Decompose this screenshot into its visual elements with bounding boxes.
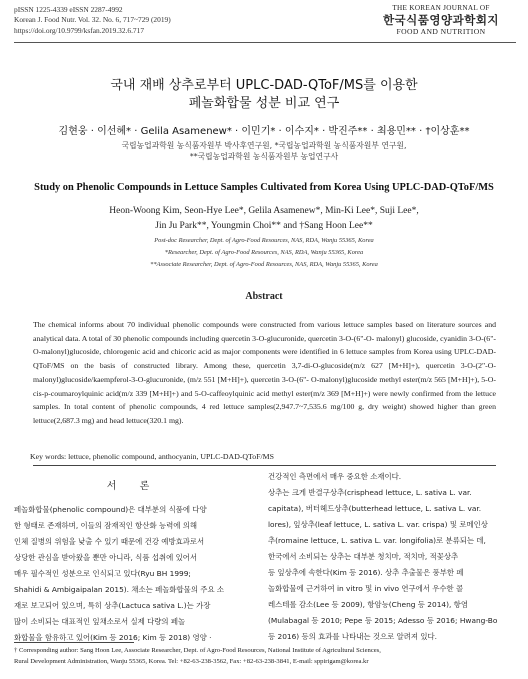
intro-right-line: (Mulabagal 등 2010; Pepe 등 2015; Adesso 등 2016; Hwang-Bo xyxy=(268,616,498,625)
intro-right-line: 한국에서 소비되는 상추는 대부분 청치마, 적치마, 적꽃상추 xyxy=(268,552,459,561)
intro-right-line: capitata), 버터헤드상추(butterhead lettuce, L. sativa L. var. xyxy=(268,504,482,513)
header-rule xyxy=(14,42,516,43)
intro-left-line: 매우 필수적인 성분으로 인식되고 있다(Ryu BH 1999; xyxy=(14,569,191,578)
intro-left-line: 재로 보고되어 있으며, 특히 상추(Lactuca sativa L.)는 가장 xyxy=(14,601,211,610)
intro-right-line: 레스테롤 감소(Lee 등 2009), 항암능(Cheng 등 2014), 항염 xyxy=(268,600,468,609)
journal-name-en-bottom: FOOD AND NUTRITION xyxy=(396,27,486,36)
header-info xyxy=(14,5,171,36)
journal-name-en-top: THE KOREAN JOURNAL OF xyxy=(392,4,490,12)
intro-heading: 서 론 xyxy=(106,481,160,492)
abstract-heading: Abstract xyxy=(245,291,283,302)
intro-left-line: Shahidi & Ambigaipalan 2015). 채소는 페놀화합물의 주요 소 xyxy=(14,585,225,594)
affiliation-ko-line2: **국립농업과학원 농식품자원부 농업연구사 xyxy=(189,152,339,161)
affiliation-en-3: **Associate Researcher, Dept. of Agro-Food Resources, NAS, RDA, Wanju 55365, Korea xyxy=(150,261,378,269)
title-korean-line1: 국내 재배 상추로부터 UPLC-DAD-QToF/MS를 이용한 xyxy=(110,78,418,93)
title-korean-line2: 페놀화합물 성분 비교 연구 xyxy=(188,96,340,111)
citation-text: Korean J. Food Nutr. Vol. 32. No. 6, 717~729 (2019) xyxy=(14,15,171,25)
affiliations-english xyxy=(0,235,528,272)
intro-left-line: 상당한 관심을 받아왔을 뿐만 아니라, 식품 섭취에 있어서 xyxy=(14,553,198,562)
authors-korean: 김현웅 · 이선혜* · Gelila Asamenew* · 이민기* · 이수지* · 박진주** · 최용민** · †이상훈** xyxy=(58,126,470,137)
footnote-line1: † Corresponding author: Sang Hoon Lee, Associate Researcher, Dept. of Agro-Food Resources, National Institute of Agricultural Sciences, xyxy=(14,647,381,654)
corresponding-author-footnote xyxy=(14,645,516,667)
intro-right-line: 추(romaine lettuce, L. sativa L. var. longifolia)로 분류되는 데, xyxy=(268,536,486,545)
affiliation-en-2: *Researcher, Dept. of Agro-Food Resources, NAS, RDA, Wanju 55365, Korea xyxy=(164,249,364,257)
intro-right-line: 건강적인 측면에서 매우 중요한 소재이다. xyxy=(268,472,402,481)
abstract-text: The chemical informs about 70 individual phenolic compounds were constructed from various lettuce samples based on literature sources and analytical data. A total of 30 phenolic compounds including quercetin 3-O-glucuronide, quercetin 3-O-(6"-O- malonyl) glucoside, cyanidin 3-O-(6"-O-malonyl)glucoside, chlorogenic acid and chicoric acid as major components were identified in 6 lettuce samples from Korea using UPLC-DAD-QToF/MS on the basis of constructed library. Among these, quercetin 3,7-di-O-glucoside(m/z 627 [M+H]+), quercetin 3-O-(2"-O-malonyl)glucoside/kaempferol-3-O-glucuronide, (m/z 551 [M+H]+), quercetin 3-O-(6"- O-malonyl)glucoside methyl ester(m/z 565 [M+H]+), 5-O-cis-p-coumaroylquinic acid(m/z 339 [M+H]+) and 5-O-caffeoylquinic acid methyl ester(m/z 369 [M+H]+) were newly confirmed from the lettuce samples. In total content of phenolic compounds, 4 red lettuce samples(2,947.7~7,535.6 mg/100 g, dry weight) showed higher than green lettuce(2,687.3 mg) and head lettuce(320.1 mg). xyxy=(33,320,496,425)
title-korean xyxy=(0,77,528,113)
intro-left-line: 페놀화합물(phenolic compound)은 대부분의 식품에 다양 xyxy=(14,505,207,514)
title-english: Study on Phenolic Compounds in Lettuce Samples Cultivated from Korea Using UPLC-DAD-QToF/MS xyxy=(34,182,494,193)
intro-right-line: 등 2016) 등의 효과를 나타내는 것으로 알려져 있다. xyxy=(268,632,437,641)
intro-left-line: 한 형태로 존재하며, 이들의 잠재적인 항산화 능력에 의해 xyxy=(14,521,198,530)
intro-right-line: 놀화합물에 근거하여 in vitro 및 in vivo 연구에서 우수한 콜 xyxy=(268,584,464,593)
affiliation-ko-line1: 국립농업과학원 농식품자원부 박사후연구원, *국립농업과학원 농식품자원부 연구원, xyxy=(121,141,407,150)
intro-column-left xyxy=(14,502,252,646)
intro-left-line: 인체 질병의 위험을 낮출 수 있기 때문에 건강 예방효과로서 xyxy=(14,537,205,546)
footnote-line2: Rural Development Administration, Wanju 55365, Korea. Tel: +82-63-238-3562, Fax: +82-63-238-3841, E-mail: sppirigam@korea.kr xyxy=(14,658,369,665)
journal-masthead xyxy=(366,4,516,36)
intro-left-line: 많이 소비되는 대표적인 잎채소로서 실제 다량의 페놀 xyxy=(14,617,186,626)
intro-right-line: lores), 잎상추(leaf lettuce, L. sativa L. var. crispa) 및 로메인상 xyxy=(268,520,488,529)
intro-left-line: 화합물을 함유하고 있어(Kim 등 2016; Kim 등 2018) 영양 · xyxy=(14,633,212,642)
section-rule xyxy=(33,465,496,466)
intro-right-line: 상추는 크게 반결구상추(crisphead lettuce, L. sativa L. var. xyxy=(268,488,472,497)
footnote-rule xyxy=(14,642,134,643)
issn-text: pISSN 1225-4339 eISSN 2287-4992 xyxy=(14,5,123,14)
authors-en-line1: Heon-Woong Kim, Seon-Hye Lee*, Gelila Asamenew*, Min-Ki Lee*, Suji Lee*, xyxy=(109,206,419,216)
intro-column-right xyxy=(268,469,516,645)
keywords: Key words: lettuce, phenolic compound, anthocyanin, UPLC-DAD-QToF/MS xyxy=(30,452,274,461)
affiliation-en-1: Post-doc Researcher, Dept. of Agro-Food Resources, NAS, RDA, Wanju 55365, Korea xyxy=(154,237,374,244)
authors-en-line2: Jin Ju Park**, Youngmin Choi** and †Sang Hoon Lee** xyxy=(155,221,373,231)
journal-name-ko: 한국식품영양과학회지 xyxy=(382,13,500,27)
doi-link[interactable]: https://doi.org/10.9799/ksfan.2019.32.6.717 xyxy=(14,25,145,35)
intro-right-line: 등 잎상추에 속한다(Kim 등 2016). 상추 추출물은 풍부한 페 xyxy=(268,568,464,577)
authors-english xyxy=(0,204,528,234)
affiliations-korean xyxy=(0,140,528,162)
